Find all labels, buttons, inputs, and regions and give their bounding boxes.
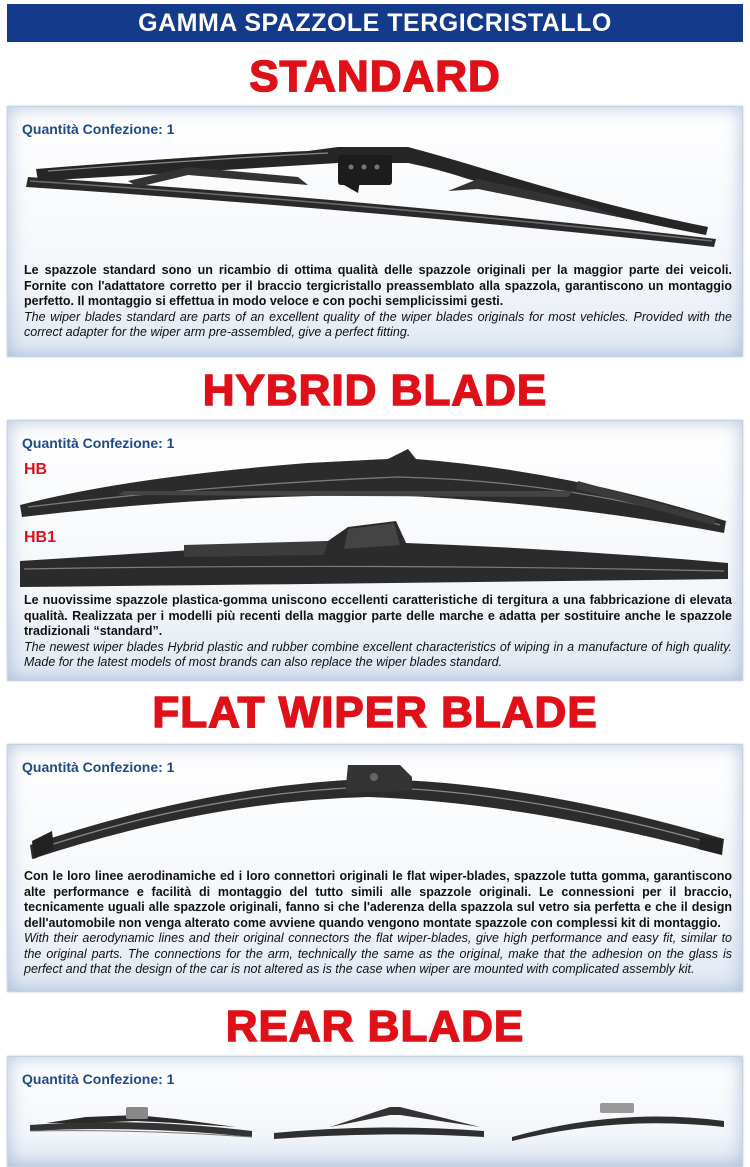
section-title-hybrid: HYBRID BLADE bbox=[202, 366, 548, 415]
model-label-hb: HB bbox=[24, 461, 48, 478]
page-title: GAMMA SPAZZOLE TERGICRISTALLO bbox=[138, 9, 612, 37]
package-quantity: Quantità Confezione: 1 bbox=[22, 435, 175, 451]
description-english: With their aerodynamic lines and their original connectors the flat wiper-blades, give high performance and easy fit, similar to the original parts. The connections for the arm, technically the same as the original, make that the adhesion on the glass is perfect and that the design of the car is not altered as is the case when wiper are mounted with complicated assembly kit. bbox=[24, 931, 732, 976]
flat-blade-image bbox=[8, 745, 744, 865]
rear-blade-image-1 bbox=[26, 1103, 256, 1153]
description-italian: Con le loro linee aerodinamiche ed i loro connettori originali le flat wiper-blades, spazzole tutta gomma, garantiscono alte performance e facilità di montaggio del tutto simili alle spazzole originali. Le connessioni per il braccio, tecnicamente uguali alle spazzole originali, fanno si che l'aderenza della spazzola sul vetro sia perfetta e che il design dell'automobile non venga alterato come avviene quando vengono montate spazzole con complessi kit di montaggio. bbox=[24, 869, 732, 930]
description bbox=[24, 263, 732, 341]
panel-standard bbox=[7, 106, 743, 357]
model-label-hb1: HB1 bbox=[24, 529, 57, 546]
description-english: The newest wiper blades Hybrid plastic and rubber combine excellent characteristics of wiping in a manufacture of high quality. Made for the latest models of most brands can also replace the wiper blades standard. bbox=[24, 639, 732, 669]
hybrid-blade-hb1-image bbox=[8, 513, 744, 593]
description-italian: Le nuovissime spazzole plastica-gomma uniscono eccellenti caratteristiche di tergitura a una fabbricazione di elevata qualità. Realizzata per i modelli più recenti della maggior parte delle marche e adatta per sostituire anche le spazzole tradizionali “standard”. bbox=[24, 593, 732, 638]
package-quantity: Quantità Confezione: 1 bbox=[22, 1071, 175, 1087]
page-header bbox=[7, 4, 743, 42]
section-title-standard: STANDARD bbox=[249, 52, 501, 101]
rear-blade-image-3 bbox=[508, 1103, 728, 1153]
panel-hybrid bbox=[7, 420, 743, 681]
description bbox=[24, 869, 732, 978]
panel-flat bbox=[7, 744, 743, 992]
panel-rear bbox=[7, 1056, 743, 1167]
rear-blade-image-2 bbox=[270, 1103, 490, 1153]
package-quantity: Quantità Confezione: 1 bbox=[22, 759, 175, 775]
description bbox=[24, 593, 732, 671]
section-title-flat: FLAT WIPER BLADE bbox=[152, 688, 598, 737]
description-english: The wiper blades standard are parts of an excellent quality of the wiper blades originals for most vehicles. Provided with the correct adapter for the wiper arm pre-assembled, give a perfect fitting. bbox=[24, 309, 732, 339]
section-title-rear: REAR BLADE bbox=[225, 1002, 525, 1051]
standard-blade-image bbox=[8, 107, 744, 247]
package-quantity: Quantità Confezione: 1 bbox=[22, 121, 175, 137]
description-italian: Le spazzole standard sono un ricambio di ottima qualità delle spazzole originali per la maggior parte dei veicoli. Fornite con l'adattatore corretto per il braccio tergicristallo preassemblato alla spazzola, garantiscono un montaggio perfetto. Il montaggio si effettua in modo veloce e con pochi semplicissimi gesti. bbox=[24, 263, 732, 308]
